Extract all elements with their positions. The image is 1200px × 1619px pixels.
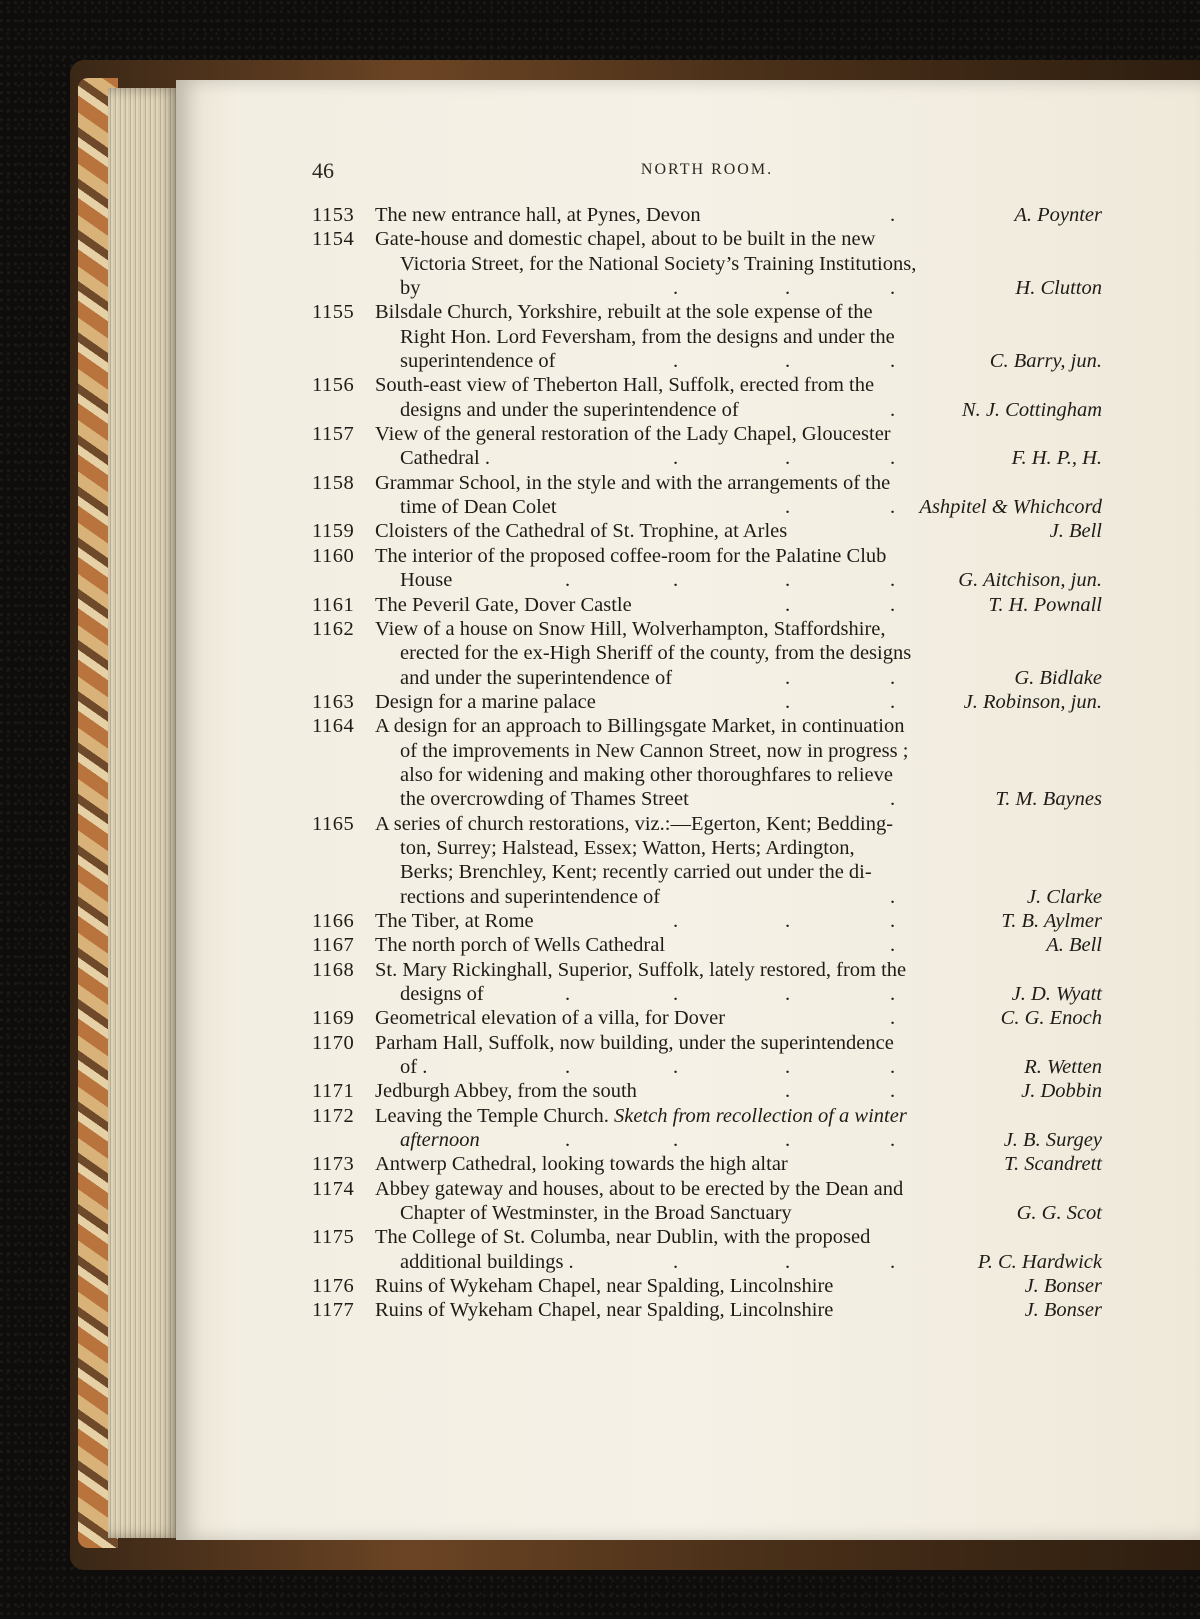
entry-line	[312, 860, 1102, 884]
catalogue-entry	[312, 909, 1102, 933]
entry-line	[312, 1250, 1102, 1274]
entry-number: 1159	[312, 520, 355, 543]
entry-title: Jedburgh Abbey, from the south	[375, 1080, 637, 1103]
catalogue-entry	[312, 933, 1102, 957]
entry-line	[312, 617, 1102, 641]
entry-artist: G. Bidlake	[1014, 666, 1102, 689]
catalogue-entry	[312, 1274, 1102, 1298]
entry-line	[312, 1201, 1102, 1225]
entry-artist: G. Aitchison, jun.	[958, 569, 1102, 592]
entry-title: Abbey gateway and houses, about to be erected by the Dean and	[375, 1177, 904, 1200]
leader-dot: .	[890, 885, 896, 908]
entry-artist: C. G. Enoch	[1000, 1007, 1102, 1030]
entry-line	[312, 1177, 1102, 1201]
entry-line	[312, 252, 1102, 276]
entry-title: Chapter of Westminster, in the Broad Sanctuary	[400, 1202, 792, 1225]
leader-dot: .	[785, 909, 791, 932]
entry-line	[312, 495, 1102, 519]
entry-line	[312, 1006, 1102, 1030]
entry-artist: G. G. Scot	[1016, 1202, 1102, 1225]
page-header	[312, 158, 1102, 188]
entry-artist: J. Bonser	[1024, 1275, 1102, 1298]
entry-artist: J. Dobbin	[1021, 1080, 1102, 1103]
entry-number: 1161	[312, 593, 355, 616]
entry-title: The College of St. Columba, near Dublin, with the proposed	[375, 1226, 871, 1249]
catalogue-entry	[312, 714, 1102, 811]
entry-number: 1174	[312, 1177, 355, 1200]
entry-title: Berks; Brenchley, Kent; recently carried out under the di-	[400, 861, 872, 884]
entry-title: Cloisters of the Cathedral of St. Trophine, at Arles	[375, 520, 788, 543]
leader-dot: .	[890, 666, 896, 689]
entry-title: the overcrowding of Thames Street	[400, 788, 689, 811]
leader-dot: .	[673, 447, 679, 470]
entry-line	[312, 446, 1102, 470]
catalogue-entry	[312, 812, 1102, 909]
leader-dot: .	[565, 1056, 571, 1079]
entry-title: additional buildings .	[400, 1250, 574, 1273]
leader-dot: .	[785, 1250, 791, 1273]
entry-number: 1156	[312, 374, 355, 397]
entry-line	[312, 1031, 1102, 1055]
catalogue-entry	[312, 300, 1102, 373]
catalogue-entry	[312, 519, 1102, 543]
leader-dot: .	[565, 1129, 571, 1152]
leader-dot: .	[673, 350, 679, 373]
entry-number: 1158	[312, 471, 355, 494]
entry-artist: T. B. Aylmer	[1001, 909, 1102, 932]
entry-title: South-east view of Theberton Hall, Suffolk, erected from the	[375, 374, 875, 397]
entry-title: also for widening and making other thoroughfares to relieve	[400, 763, 893, 786]
entry-number: 1170	[312, 1031, 355, 1054]
entry-title: The north porch of Wells Cathedral	[375, 934, 666, 957]
leader-dot: .	[890, 277, 896, 300]
entry-line	[312, 666, 1102, 690]
entry-title: designs of	[400, 983, 484, 1005]
leader-dot: .	[785, 593, 791, 616]
entry-title: Cathedral .	[400, 447, 490, 470]
entry-line	[312, 1274, 1102, 1298]
catalogue-entry	[312, 203, 1102, 227]
entry-line	[312, 203, 1102, 227]
leader-dot: .	[785, 1129, 791, 1152]
leader-dot: .	[785, 1056, 791, 1079]
entry-title: ton, Surrey; Halstead, Essex; Watton, Herts; Ardington,	[400, 836, 855, 859]
leader-dot: .	[785, 983, 791, 1005]
entry-line	[312, 1152, 1102, 1176]
catalogue-entry	[312, 1298, 1102, 1322]
entry-line	[312, 885, 1102, 909]
entry-number: 1164	[312, 715, 355, 738]
page-number: 46	[312, 158, 334, 183]
entry-line	[312, 641, 1102, 665]
leader-dot: .	[785, 666, 791, 689]
entry-line	[312, 276, 1102, 300]
leader-dot: .	[890, 350, 896, 373]
leader-dot: .	[890, 1129, 896, 1152]
entry-artist: N. J. Cottingham	[961, 398, 1102, 421]
entry-line	[312, 519, 1102, 543]
leader-dot: .	[785, 350, 791, 373]
catalogue-entry	[312, 593, 1102, 617]
entry-title: A design for an approach to Billingsgate Market, in continuation	[375, 715, 905, 738]
leader-dot: .	[785, 496, 791, 519]
catalogue-entry	[312, 958, 1102, 1007]
entry-number: 1176	[312, 1275, 355, 1298]
entry-line	[312, 739, 1102, 763]
entry-line	[312, 836, 1102, 860]
entry-artist: R. Wetten	[1024, 1056, 1102, 1079]
entry-line	[312, 812, 1102, 836]
catalogue-entry	[312, 1031, 1102, 1080]
entry-line	[312, 398, 1102, 422]
entry-title: Ruins of Wykeham Chapel, near Spalding, Lincolnshire	[375, 1275, 834, 1298]
entry-line	[312, 1128, 1102, 1152]
entry-number: 1155	[312, 301, 355, 324]
entry-number: 1160	[312, 544, 355, 567]
entry-title: erected for the ex-High Sheriff of the county, from the designs	[400, 642, 912, 665]
leader-dot: .	[785, 690, 791, 713]
entry-line	[312, 909, 1102, 933]
catalogue-entry	[312, 227, 1102, 300]
entry-title: Victoria Street, for the National Society’s Training Institutions,	[400, 252, 917, 275]
entry-title: Grammar School, in the style and with the arrangements of the	[375, 471, 891, 494]
entry-line	[312, 1298, 1102, 1322]
entry-artist: T. Scandrett	[1004, 1153, 1102, 1176]
entry-artist: C. Barry, jun.	[989, 350, 1102, 373]
entry-title: The Tiber, at Rome	[375, 909, 534, 932]
catalogue-entry	[312, 1225, 1102, 1274]
entry-title: Gate-house and domestic chapel, about to be built in the new	[375, 228, 876, 251]
entry-title: by	[400, 277, 421, 300]
entry-title: time of Dean Colet	[400, 496, 557, 519]
leader-dot: .	[890, 690, 896, 713]
catalogue-entry	[312, 471, 1102, 520]
entry-title: The interior of the proposed coffee-room for the Palatine Club	[375, 544, 887, 567]
leader-dot: .	[890, 447, 896, 470]
leader-dot: .	[890, 204, 896, 226]
catalogue-entry	[312, 1177, 1102, 1226]
entry-title: rections and superintendence of	[400, 885, 661, 908]
leader-dot: .	[673, 277, 679, 300]
entry-line	[312, 787, 1102, 811]
entry-line	[312, 593, 1102, 617]
catalogue-entry	[312, 1104, 1102, 1153]
entry-line	[312, 1225, 1102, 1249]
leader-dot: .	[890, 1007, 896, 1030]
entry-title-italic: Sketch from recollection of a winter	[614, 1104, 907, 1127]
leader-dot: .	[890, 1056, 896, 1079]
entry-title: View of a house on Snow Hill, Wolverhampton, Staffordshire,	[375, 617, 886, 640]
leader-dot: .	[565, 983, 571, 1005]
catalogue-entries	[312, 203, 1102, 1323]
leader-dot: .	[673, 983, 679, 1005]
running-head: NORTH ROOM.	[640, 161, 774, 178]
entry-number: 1154	[312, 228, 355, 251]
entry-title: The new entrance hall, at Pynes, Devon	[375, 204, 701, 226]
entry-line	[312, 422, 1102, 446]
leader-dot: .	[785, 447, 791, 470]
entry-title: designs and under the superintendence of	[400, 398, 739, 421]
entry-artist: J. Clarke	[1026, 885, 1102, 908]
catalogue-entry	[312, 1152, 1102, 1176]
entry-title: House	[400, 569, 453, 592]
entry-line	[312, 300, 1102, 324]
entry-line	[312, 227, 1102, 251]
entry-artist: J. Bonser	[1024, 1299, 1102, 1322]
catalogue-entry	[312, 544, 1102, 593]
entry-line	[312, 544, 1102, 568]
entry-title: Design for a marine palace	[375, 690, 596, 713]
entry-line	[312, 1104, 1102, 1128]
catalogue-entry	[312, 422, 1102, 471]
entry-title: View of the general restoration of the Lady Chapel, Gloucester	[375, 423, 891, 446]
entry-artist: P. C. Hardwick	[977, 1250, 1102, 1273]
entry-line	[312, 958, 1102, 982]
entry-artist: Ashpitel & Whichcord	[919, 496, 1102, 519]
entry-line	[312, 1055, 1102, 1079]
entry-artist: A. Poynter	[1014, 204, 1102, 226]
entry-number: 1175	[312, 1226, 355, 1249]
leader-dot: .	[673, 1056, 679, 1079]
entry-number: 1168	[312, 958, 355, 981]
entry-line	[312, 690, 1102, 714]
entry-line	[312, 763, 1102, 787]
catalogue-entry	[312, 1079, 1102, 1103]
entry-title: Right Hon. Lord Feversham, from the designs and under the	[400, 325, 895, 348]
entry-title: superintendence of	[400, 350, 556, 373]
leader-dot: .	[890, 909, 896, 932]
entry-title: of the improvements in New Cannon Street, now in progress ;	[400, 739, 909, 762]
leader-dot: .	[890, 398, 896, 421]
entry-artist: J. Bell	[1049, 520, 1102, 543]
entry-artist: H. Clutton	[1015, 277, 1102, 300]
entry-line	[312, 1079, 1102, 1103]
entry-title: and under the superintendence of	[400, 666, 673, 689]
entry-number: 1162	[312, 617, 355, 640]
leader-dot: .	[890, 1250, 896, 1273]
entry-title: Parham Hall, Suffolk, now building, under the superintendence	[375, 1031, 894, 1054]
leader-dot: .	[890, 788, 896, 811]
catalogue-entry	[312, 617, 1102, 690]
entry-number: 1153	[312, 204, 355, 226]
catalogue-entry	[312, 690, 1102, 714]
entry-line	[312, 471, 1102, 495]
entry-line	[312, 349, 1102, 373]
entry-number: 1177	[312, 1299, 355, 1322]
leader-dot: .	[785, 1080, 791, 1103]
leader-dot: .	[890, 593, 896, 616]
leader-dot: .	[673, 1129, 679, 1152]
entry-title: St. Mary Rickinghall, Superior, Suffolk, lately restored, from the	[375, 958, 907, 981]
entry-artist: F. H. P., H.	[1011, 447, 1102, 470]
entry-number: 1169	[312, 1007, 355, 1030]
entry-line	[312, 568, 1102, 592]
leader-dot: .	[890, 1080, 896, 1103]
leader-dot: .	[565, 569, 571, 592]
entry-number: 1171	[312, 1080, 355, 1103]
entry-line	[312, 933, 1102, 957]
entry-artist: A. Bell	[1046, 934, 1102, 957]
entry-line	[312, 325, 1102, 349]
entry-number: 1167	[312, 934, 355, 957]
entry-number: 1173	[312, 1153, 355, 1176]
leader-dot: .	[673, 1250, 679, 1273]
entry-line	[312, 982, 1102, 1006]
entry-number: 1172	[312, 1104, 355, 1127]
entry-artist: J. D. Wyatt	[1011, 983, 1102, 1005]
catalogue-entry	[312, 373, 1102, 422]
entry-number: 1165	[312, 812, 355, 835]
entry-line	[312, 714, 1102, 738]
entry-artist: T. H. Pownall	[988, 593, 1102, 616]
leader-dot: .	[890, 934, 896, 957]
entry-title: afternoon	[400, 1129, 480, 1152]
leader-dot: .	[785, 569, 791, 592]
entry-title: Antwerp Cathedral, looking towards the high altar	[375, 1153, 788, 1176]
entry-artist: T. M. Baynes	[995, 788, 1102, 811]
entry-title: Bilsdale Church, Yorkshire, rebuilt at the sole expense of the	[375, 301, 873, 324]
entry-number: 1166	[312, 909, 355, 932]
entry-title: A series of church restorations, viz.:—Egerton, Kent; Bedding-	[375, 812, 894, 835]
entry-title: Geometrical elevation of a villa, for Dover	[375, 1007, 726, 1030]
leader-dot: .	[890, 496, 896, 519]
entry-number: 1163	[312, 690, 355, 713]
entry-title: of .	[400, 1056, 428, 1079]
entry-artist: J. B. Surgey	[1003, 1129, 1102, 1152]
page-edges	[108, 88, 180, 1538]
entry-line	[312, 373, 1102, 397]
entry-title: Leaving the Temple Church. Sketch from recollection of a winter	[375, 1104, 907, 1127]
entry-artist: J. Robinson, jun.	[963, 690, 1102, 713]
catalogue-entry	[312, 1006, 1102, 1030]
leader-dot: .	[890, 569, 896, 592]
leader-dot: .	[890, 983, 896, 1005]
entry-number: 1157	[312, 423, 355, 446]
leader-dot: .	[673, 569, 679, 592]
leader-dot: .	[785, 277, 791, 300]
entry-title: Ruins of Wykeham Chapel, near Spalding, Lincolnshire	[375, 1299, 834, 1322]
entry-title: The Peveril Gate, Dover Castle	[375, 593, 632, 616]
leader-dot: .	[673, 909, 679, 932]
